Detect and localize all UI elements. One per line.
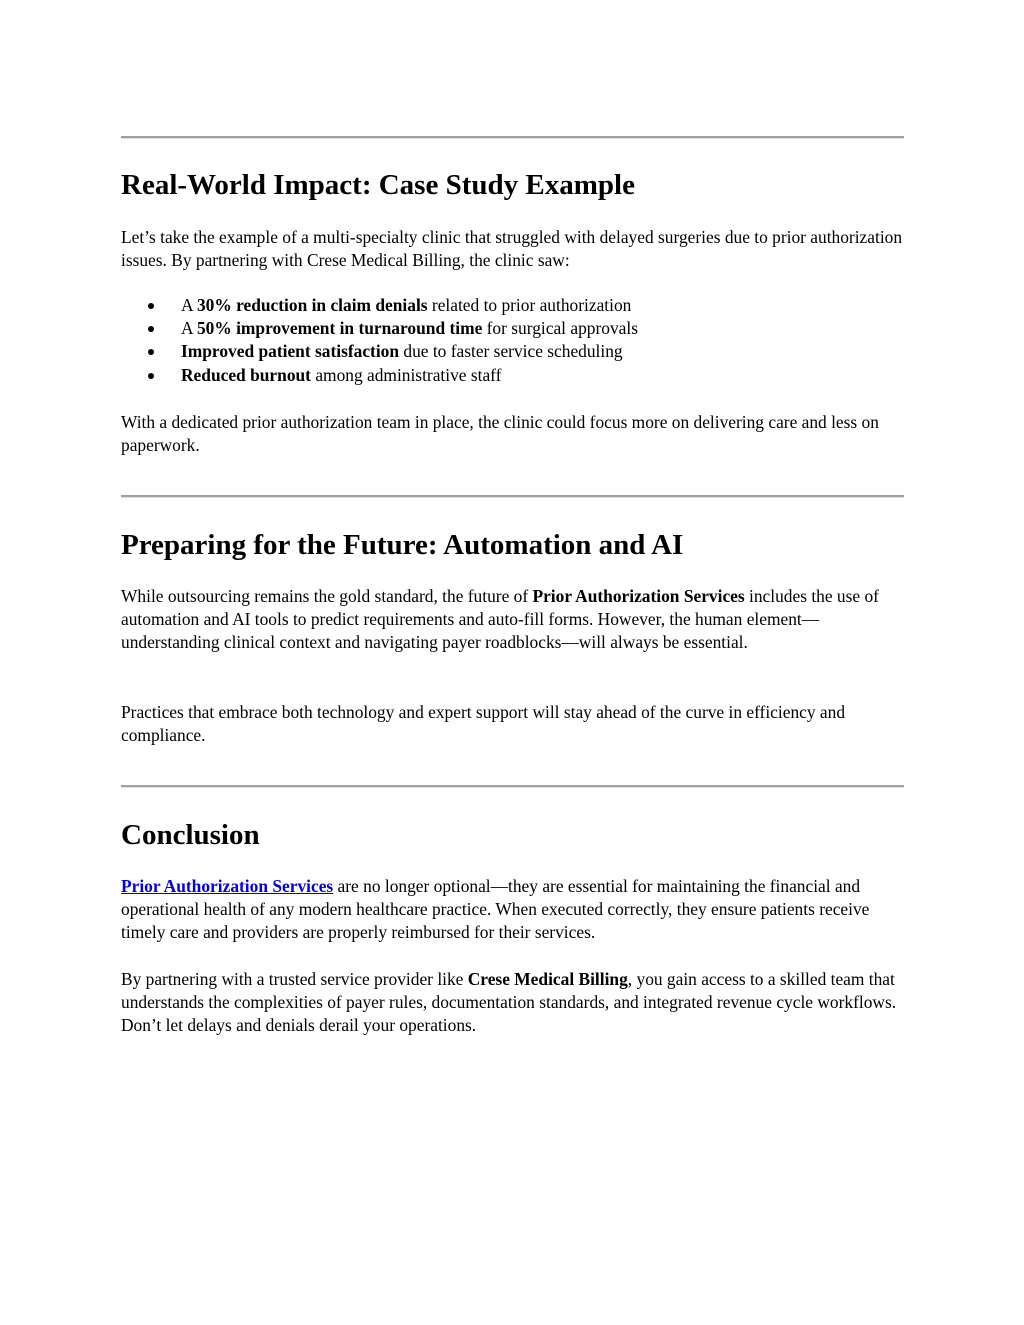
conclusion-paragraph-2: By partnering with a trusted service provider like Crese Medical Billing, you gain access to a skilled team that understands the complexities of payer rules, documentation standards, and integrated revenue cycle workflows. Don’t let delays and denials derail your operations. xyxy=(121,969,897,1036)
list-item: Reduced burnout among administrative staff xyxy=(121,364,904,387)
future-paragraph-1: While outsourcing remains the gold standard, the future of Prior Authorization Services includes the use of automation and AI tools to predict requirements and auto-fill forms. However, the human element—understanding clinical context and navigating payer roadblocks—will always be essential. xyxy=(121,586,879,653)
horizontal-rule xyxy=(121,136,904,139)
list-item: Improved patient satisfaction due to faster service scheduling xyxy=(121,340,904,363)
future-paragraph-2: Practices that embrace both technology and expert support will stay ahead of the curve in efficiency and compliance. xyxy=(121,702,846,746)
bullet-icon xyxy=(148,373,154,379)
bullet-icon xyxy=(148,326,154,332)
conclusion-paragraph-1: Prior Authorization Services are no longer optional—they are essential for maintaining the financial and operational health of any modern healthcare practice. When executed correctly, they ensure patients receive timely care and providers are properly reimbursed for their services. xyxy=(121,876,870,943)
section-heading-future: Preparing for the Future: Automation and AI xyxy=(121,529,684,561)
case-study-intro: Let’s take the example of a multi-specialty clinic that struggled with delayed surgeries due to prior authorization issues. By partnering with Crese Medical Billing, the clinic saw: xyxy=(121,227,903,271)
section-heading-case-study: Real-World Impact: Case Study Example xyxy=(121,169,635,201)
case-study-results-list xyxy=(121,294,904,387)
bullet-icon xyxy=(148,303,154,309)
section-heading-conclusion: Conclusion xyxy=(121,819,260,851)
case-study-closing: With a dedicated prior authorization team in place, the clinic could focus more on delivering care and less on paperwork. xyxy=(121,412,879,456)
prior-authorization-services-link[interactable]: Prior Authorization Services xyxy=(121,876,334,896)
horizontal-rule xyxy=(121,785,904,788)
list-item: A 50% improvement in turnaround time for surgical approvals xyxy=(121,317,904,340)
bullet-icon xyxy=(148,349,154,355)
horizontal-rule xyxy=(121,495,904,498)
list-item: A 30% reduction in claim denials related to prior authorization xyxy=(121,294,904,317)
